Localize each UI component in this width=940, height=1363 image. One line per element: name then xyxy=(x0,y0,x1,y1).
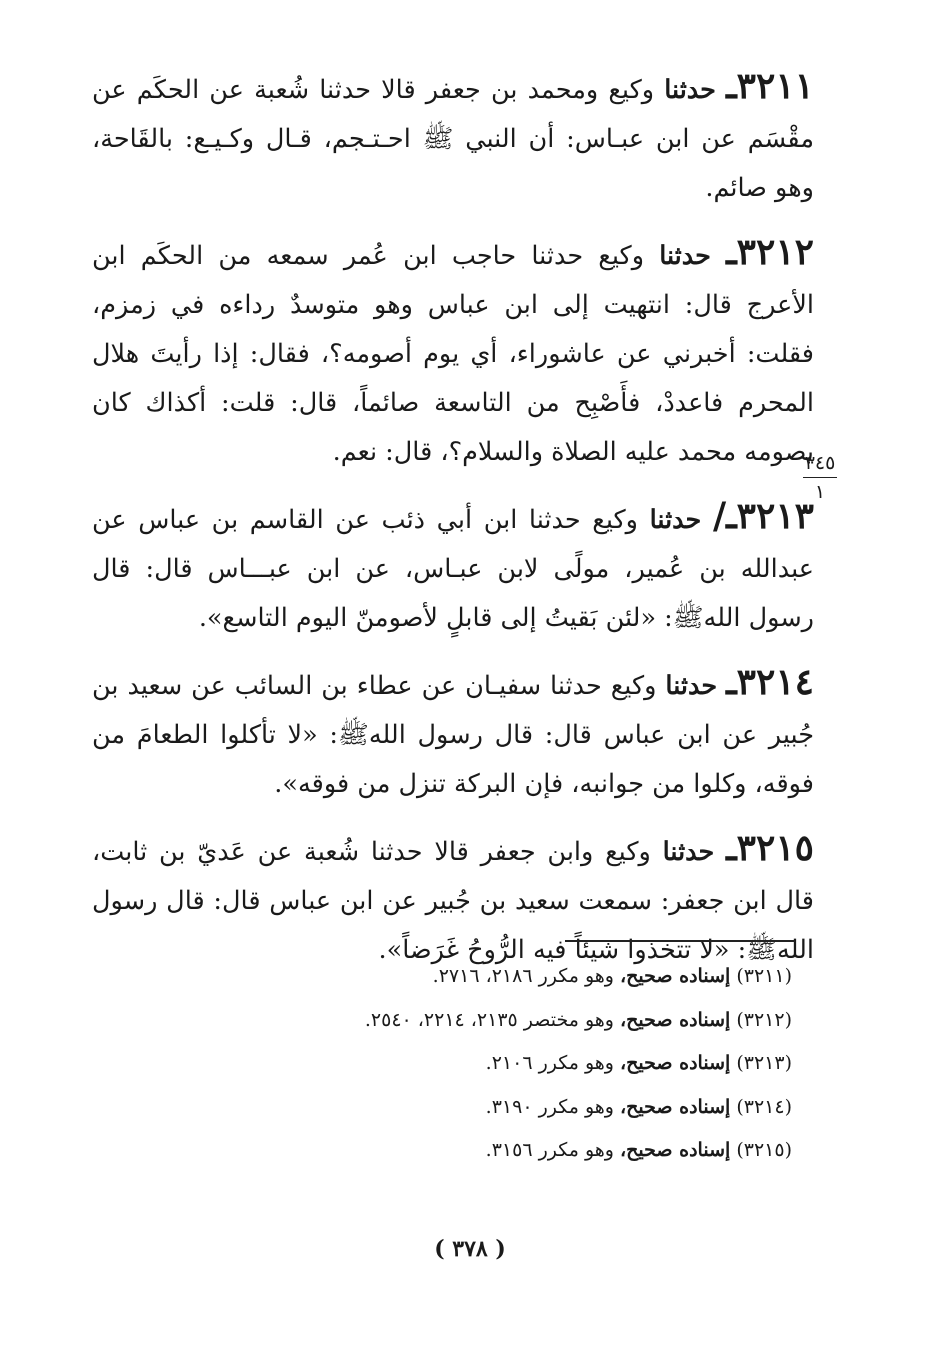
footnote-label: إسناده صحيح، xyxy=(620,1008,731,1031)
footnote-3214 xyxy=(92,1086,792,1130)
footnote-label: إسناده صحيح، xyxy=(620,1095,731,1118)
footnote-ref: (٣٢١٢) xyxy=(736,1008,792,1031)
hadith-lead-word: حدثنا xyxy=(662,837,715,867)
footnote-label: إسناده صحيح، xyxy=(620,965,731,987)
hadith-number: ٣٢١١ـ xyxy=(726,65,814,107)
margin-reference-divider xyxy=(803,477,837,478)
hadith-3213 xyxy=(92,492,814,643)
footnote-3211 xyxy=(92,955,792,999)
footnote-label: إسناده صحيح، xyxy=(620,1052,731,1074)
margin-volume-reference xyxy=(800,452,840,503)
hadith-number: ٣٢١٥ـ xyxy=(726,827,814,869)
hadith-3215 xyxy=(92,824,814,975)
hadith-3212 xyxy=(92,228,814,477)
hadith-number: ٣٢١٣ـ/ xyxy=(712,495,814,537)
page-number: ( ٣٧٨ ) xyxy=(434,1236,506,1262)
hadith-text: وكيع حدثنا ابن أبي ذئب عن القاسم بن عباس عن عبدالله بن عُمير، مولًى لابن عبـاس، عن ابن عبـــاس قال: قال رسول اللهﷺ: «لئن بَقيتُ إلى قابلٍ لأصومنّ اليوم التاسع». xyxy=(92,505,814,633)
footnote-text: وهو مكرر ٢١٨٦، ٢٧١٦. xyxy=(432,965,620,987)
footnote-label: إسناده صحيح، xyxy=(620,1139,731,1161)
hadith-lead-word: حدثنا xyxy=(664,75,716,105)
footnotes xyxy=(92,955,792,1173)
hadith-text: وكيع ومحمد بن جعفر قالا حدثنا شُعبة عن الحكَم عن مقْسَم عن ابن عبـاس: أن النبي ﷺ احـتـجم، قـال وكـيـع: بالقَاحة، وهو صائم. xyxy=(92,75,814,203)
hadith-list xyxy=(92,62,814,990)
hadith-3214 xyxy=(92,658,814,809)
hadith-number: ٣٢١٤ـ xyxy=(726,661,814,703)
hadith-3211 xyxy=(92,62,814,213)
hadith-number: ٣٢١٢ـ xyxy=(726,231,815,273)
margin-reference-top: ٣٤٥ xyxy=(804,452,836,474)
footnote-text: وهو مكرر ٣١٥٦. xyxy=(485,1139,620,1161)
hadith-lead-word: حدثنا xyxy=(649,505,702,535)
footnote-ref: (٣٢١٣) xyxy=(736,1052,792,1074)
footnote-text: وهو مكرر ٢١٠٦. xyxy=(485,1052,620,1074)
footnote-separator xyxy=(565,940,795,942)
footnote-3215 xyxy=(92,1129,792,1173)
footnote-ref: (٣٢١٤) xyxy=(736,1095,792,1118)
hadith-lead-word: حدثنا xyxy=(659,241,711,271)
footnote-ref: (٣٢١١) xyxy=(736,965,792,987)
hadith-text: وكيع وابن جعفر قالا حدثنا شُعبة عن عَديّ بن ثابت، قال ابن جعفر: سمعت سعيد بن جُبير عن ابن عباس قال: قال رسول اللهﷺ: «لا تتخذوا شيئاً فيه الرُّوحُ غَرَضاً». xyxy=(92,837,814,965)
footnote-3213 xyxy=(92,1042,792,1086)
hadith-text: وكيع حدثنا سفيـان عن عطاء بن السائب عن سعيد بن جُبير عن ابن عباس قال: قال رسول اللهﷺ: «لا تأكلوا الطعامَ من فوقه، وكلوا من جوانبه، فإن البركة تنزل من فوقه». xyxy=(92,671,814,799)
hadith-text: وكيع حدثنا حاجب ابن عُمر سمعه من الحكَم ابن الأعرج قال: انتهيت إلى ابن عباس وهو متوسدٌ رداءه في زمزم، فقلت: أخبرني عن عاشوراء، أي يوم أصومه؟، فقال: إذا رأيتَ هلال المحرم فاعددْ، فأَصْبِح من التاسعة صائماً، قال: قلت: أكذاك كان يصومه محمد عليه الصلاة والسلام؟، قال: نعم. xyxy=(92,241,814,467)
footnote-text: وهو مختصر ٢١٣٥، ٢٢١٤، ٢٥٤٠. xyxy=(364,1008,620,1031)
hadith-lead-word: حدثنا xyxy=(665,671,718,701)
footnote-3212 xyxy=(92,999,792,1043)
margin-reference-bottom: ١ xyxy=(814,481,826,503)
footnote-ref: (٣٢١٥) xyxy=(736,1139,792,1161)
footnote-text: وهو مكرر ٣١٩٠. xyxy=(485,1095,620,1118)
